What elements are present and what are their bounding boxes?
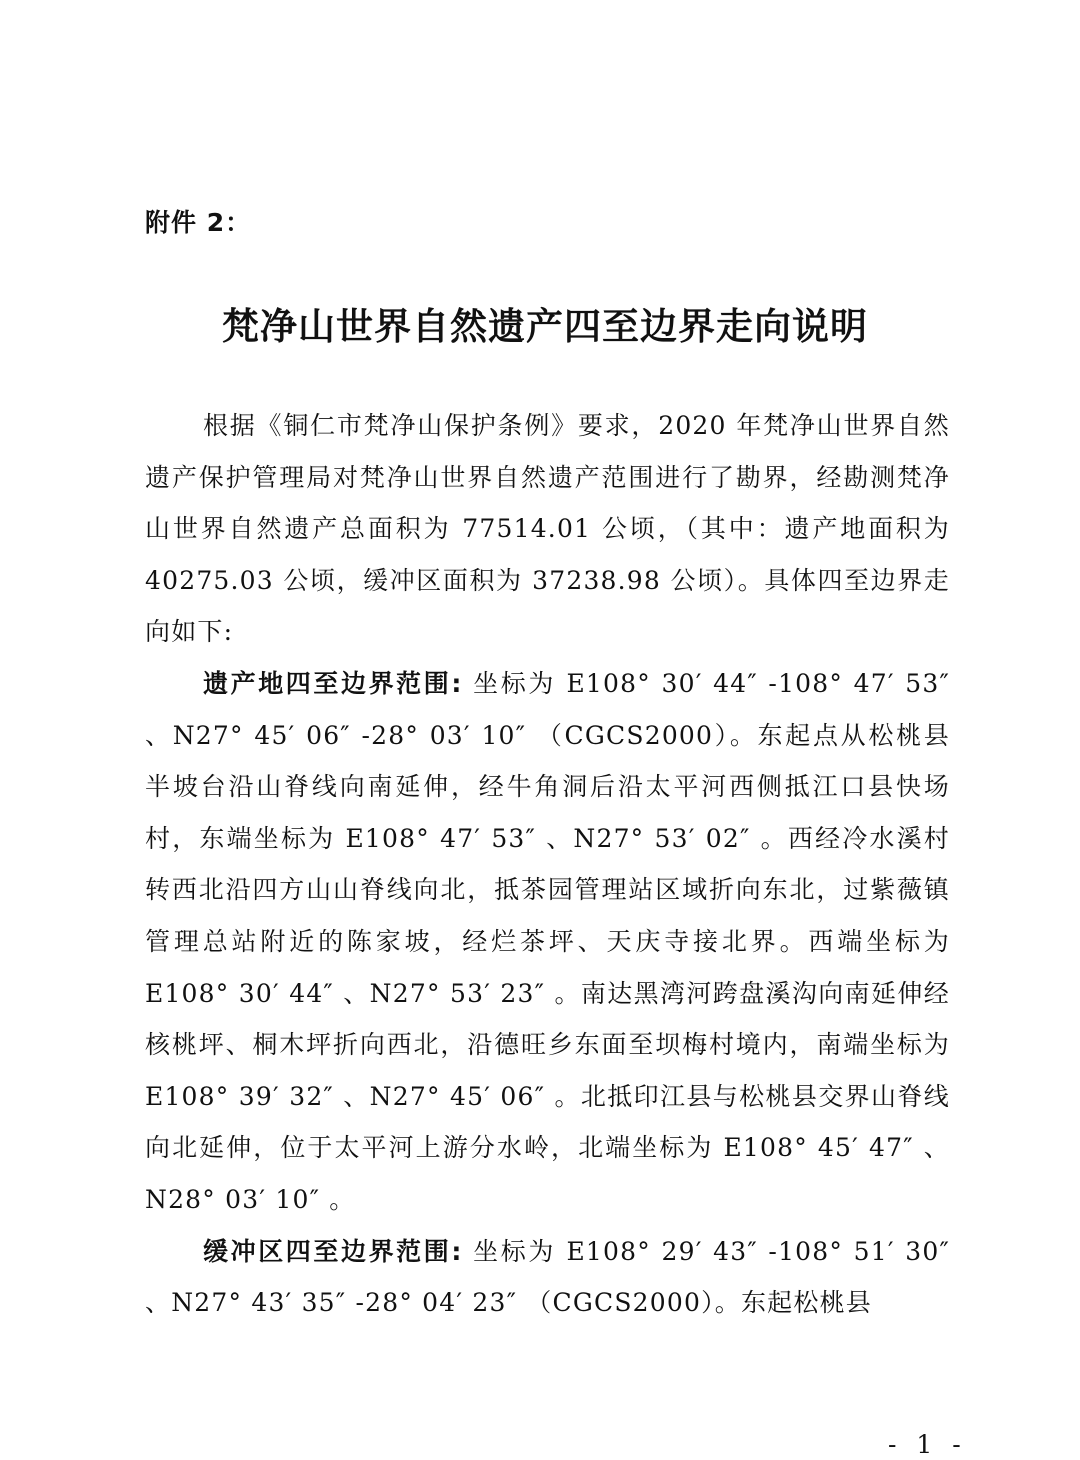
heritage-boundary-text: 坐标为 E108° 30′ 44″ -108° 47′ 53″ 、N27° 45′ 06″ -28° 03′ 10″ （CGCS2000）。东起点从松桃县半坡台沿山脊线向南延伸，经牛角洞后沿太平河西侧抵江口县快场村，东端坐标为 E108° 47′ 53″ 、N27° 53′ 02″ 。西经冷水溪村转西北沿四方山山脊线向北，抵茶园管理站区域折向东北，过紫薇镇管理总站附近的陈家坡，经烂茶坪、天庆寺接北界。西端坐标为 E108° 30′ 44″ 、N27° 53′ 23″ 。南达黑湾河跨盘溪沟向南延伸经核桃坪、桐木坪折向西北，沿德旺乡东面至坝梅村境内，南端坐标为 E108° 39′ 32″ 、N27° 45′ 06″ 。北抵印江县与松桃县交界山脊线向北延伸，位于太平河上游分水岭，北端坐标为 E108° 45′ 47″ 、N28° 03′ 10″ 。 (145, 668, 951, 1214)
buffer-boundary-heading: 缓冲区四至边界范围: (203, 1236, 463, 1266)
buffer-boundary-text: 坐标为 E108° 29′ 43″ -108° 51′ 30″ 、N27° 43′ 35″ -28° 04′ 23″ （CGCS2000）。东起松桃县 (145, 1236, 951, 1318)
document-body (145, 400, 950, 1329)
heritage-boundary-paragraph (145, 658, 950, 1226)
intro-paragraph: 根据《铜仁市梵净山保护条例》要求，2020 年梵净山世界自然遗产保护管理局对梵净山世界自然遗产范围进行了勘界，经勘测梵净山世界自然遗产总面积为 77514.01 公顷，（其中：遗产地面积为 40275.03 公顷，缓冲区面积为 37238.98 公顷）。具体四至边界走向如下: (145, 411, 950, 647)
buffer-boundary-paragraph (145, 1226, 950, 1329)
attachment-label: 附件 2： (145, 208, 252, 237)
heritage-boundary-heading: 遗产地四至边界范围: (203, 668, 463, 698)
document-title: 梵净山世界自然遗产四至边界走向说明 (222, 304, 868, 348)
page-number: - 1 - (888, 1430, 967, 1459)
